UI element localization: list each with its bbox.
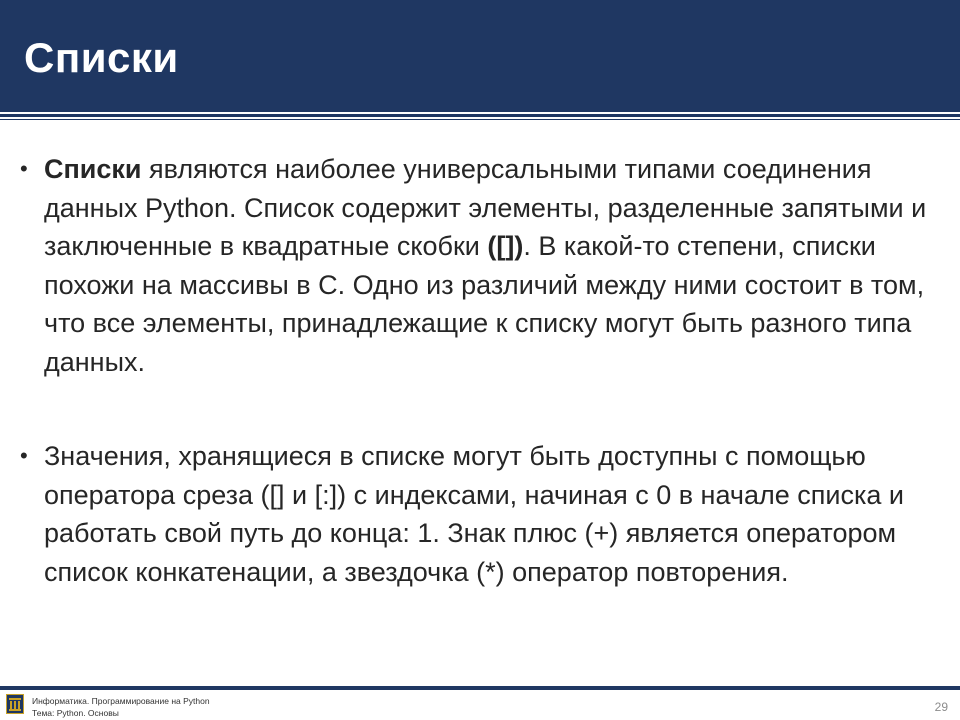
footer-divider: [0, 686, 960, 690]
bullet-code: ([]): [487, 231, 524, 261]
institution-logo-icon: [6, 694, 24, 714]
title-divider-thin: [0, 119, 960, 120]
title-bar: [0, 0, 960, 112]
bullet-item: [20, 150, 940, 381]
bullet-text: . В какой-то степени, списки похожи на массивы в C. Одно из различий между ними состоит в том, что все элементы, принадлежащие к списку могут быть разного типа данных.: [44, 231, 925, 377]
title-divider-thick: [0, 114, 960, 117]
bullet-text: Значения, хранящиеся в списке могут быть доступны с помощью оператора среза ([] и [:]) с индексами, начиная с 0 в начале списка и работать свой путь до конца: 1. Знак плюс (+) является оператором список конкатенации, а звездочка (*) оператор повторения.: [44, 441, 904, 587]
footer-caption: [32, 695, 210, 719]
bullet-marker: •: [20, 443, 28, 468]
page-number: 29: [934, 700, 948, 714]
bullet-item: [20, 437, 940, 591]
bullet-text: являются наиболее универсальными типами соединения данных Python. Список содержит элементы, разделенные запятыми и заключенные в квадратные скобки: [44, 154, 927, 261]
footer-topic: Тема: Python. Основы: [32, 708, 119, 718]
slide-title: Списки: [24, 34, 179, 81]
bullet-marker: •: [20, 156, 28, 181]
bullet-bold-lead: Списки: [44, 154, 142, 184]
slide-body: [20, 150, 940, 591]
footer-course: Информатика. Программирование на Python: [32, 696, 210, 706]
